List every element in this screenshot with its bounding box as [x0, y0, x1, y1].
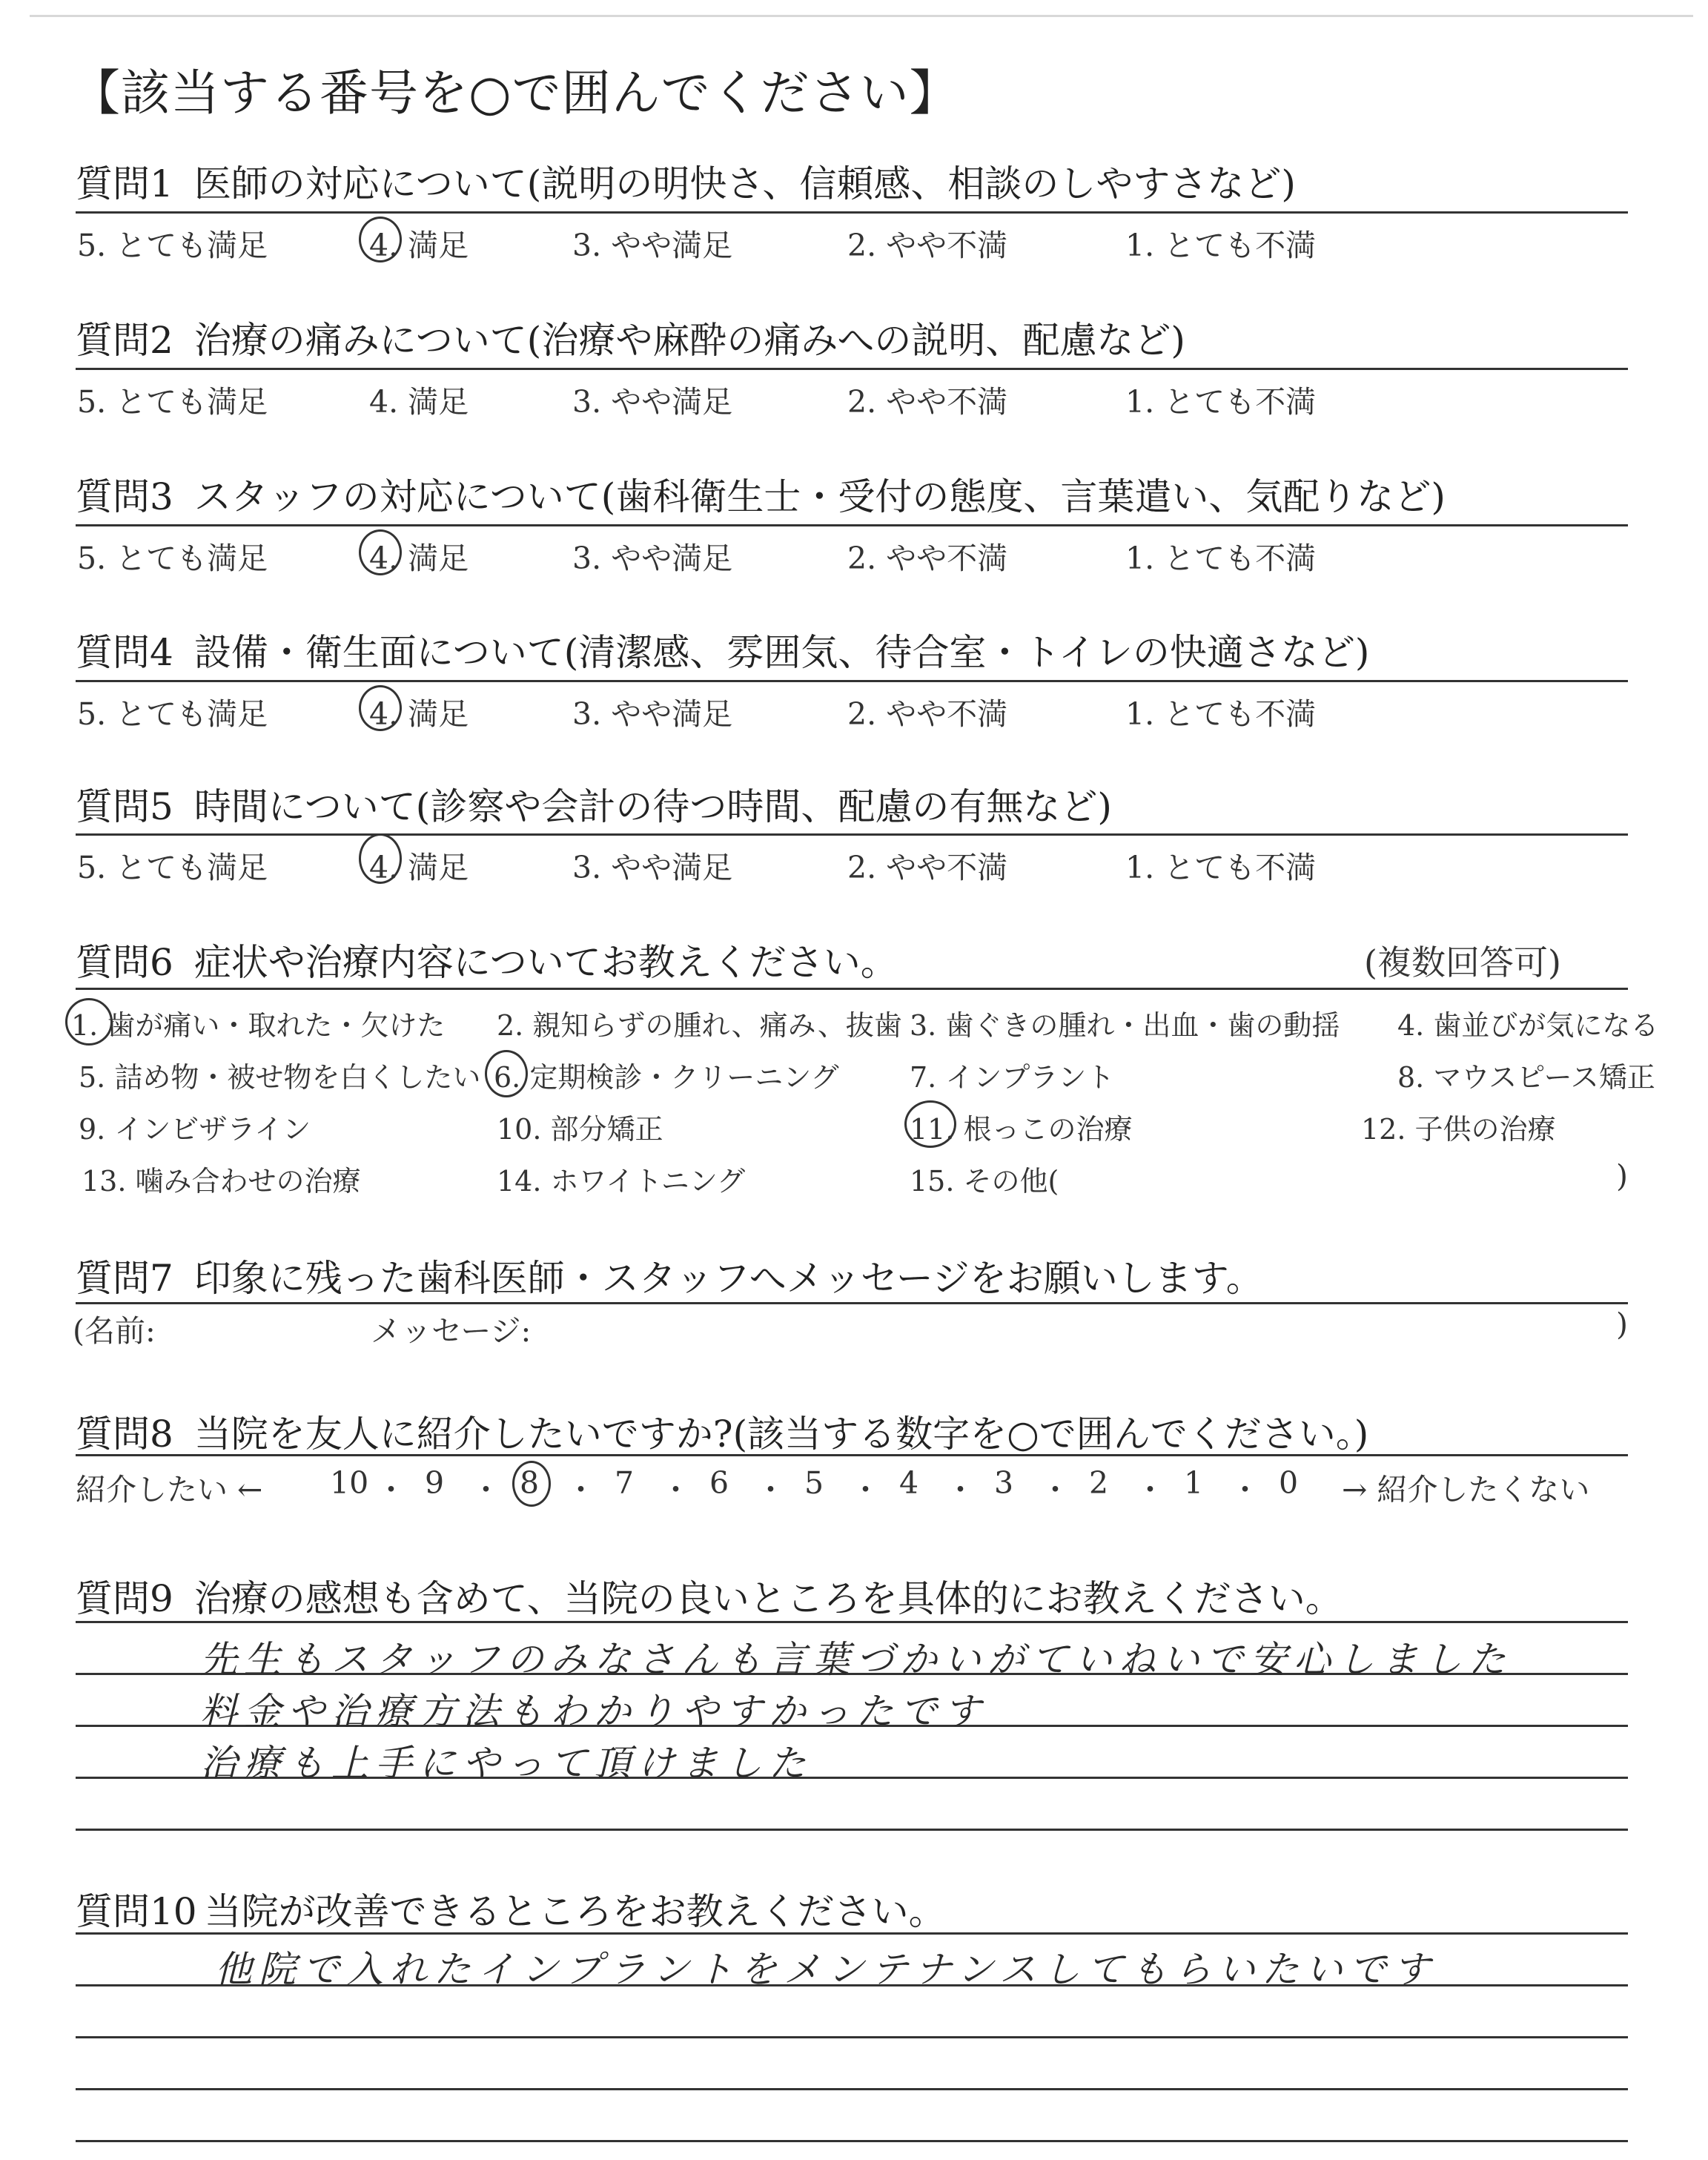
q7-message-label: メッセージ: — [371, 1313, 532, 1349]
q3-option-4[interactable]: 4. 満足 — [369, 541, 469, 576]
q3-option-2[interactable]: 2. やや不満 — [847, 541, 1008, 576]
q9-line-1 — [76, 1621, 1628, 1623]
question-2-text: 治療の痛みについて(治療や麻酔の痛みへの説明、配慮など) — [193, 319, 1185, 362]
q8-separator: ・ — [376, 1472, 406, 1507]
q8-scale-value-8[interactable]: 8 — [520, 1465, 540, 1501]
question-4-text: 設備・衛生面について(清潔感、雰囲気、待合室・トイレの快適さなど) — [193, 631, 1370, 674]
question-4-rule — [76, 680, 1628, 682]
question-6-label: 質問6 — [76, 941, 173, 984]
q10-answer-line-1: 他院で入れたインプラントをメンテナンスしてもらいたいです — [215, 1948, 1437, 1991]
question-3-text: スタッフの対応について(歯科衛生士・受付の態度、言葉遣い、気配りなど) — [193, 475, 1446, 518]
question-6-title — [76, 933, 898, 986]
question-9-label: 質問9 — [76, 1577, 173, 1620]
question-6-note: (複数回答可) — [1364, 942, 1561, 982]
q1-option-1[interactable]: 1. とても不満 — [1125, 228, 1317, 263]
q6-selection-circle-11 — [904, 1100, 956, 1148]
question-1-rule — [76, 211, 1628, 214]
question-8-rule — [76, 1454, 1628, 1456]
q6-option-2[interactable]: 2. 親知らずの腫れ、痛み、抜歯 — [497, 1009, 902, 1042]
q8-scale-value-0[interactable]: 0 — [1279, 1465, 1299, 1501]
q9-answer-line-3: 治療も上手にやって頂けました — [200, 1742, 812, 1785]
question-5-text: 時間について(診察や会計の待つ時間、配慮の有無など) — [193, 785, 1112, 828]
q1-selection-circle — [359, 217, 402, 262]
q8-separator: ・ — [566, 1472, 596, 1507]
question-3-label: 質問3 — [76, 475, 173, 518]
q4-option-4[interactable]: 4. 満足 — [369, 696, 469, 732]
q8-scale-value-1[interactable]: 1 — [1184, 1465, 1204, 1501]
q10-line-3 — [76, 2036, 1628, 2038]
q3-option-1[interactable]: 1. とても不満 — [1125, 541, 1317, 576]
q2-option-3[interactable]: 3. やや満足 — [572, 384, 733, 420]
q10-line-1 — [76, 1932, 1628, 1935]
q6-option-1[interactable]: 1. 歯が痛い・取れた・欠けた — [71, 1009, 446, 1042]
q4-option-2[interactable]: 2. やや不満 — [847, 696, 1008, 732]
question-1-label: 質問1 — [76, 162, 173, 205]
question-1-title — [76, 154, 1296, 208]
q9-line-5 — [76, 1829, 1628, 1831]
q6-option-4[interactable]: 4. 歯並びが気になる — [1397, 1009, 1659, 1042]
q8-scale-value-7[interactable]: 7 — [615, 1465, 635, 1501]
q4-option-1[interactable]: 1. とても不満 — [1125, 696, 1317, 732]
question-6-rule — [76, 988, 1628, 990]
question-10-title — [76, 1882, 946, 1935]
q8-scale-value-3[interactable]: 3 — [994, 1465, 1014, 1501]
q2-option-2[interactable]: 2. やや不満 — [847, 384, 1008, 420]
q9-answer-line-1: 先生もスタッフのみなさんも言葉づかいがていねいで安心しました — [200, 1638, 1512, 1681]
question-7-label: 質問7 — [76, 1257, 173, 1300]
question-5-rule — [76, 833, 1628, 836]
question-8-text: 当院を友人に紹介したいですか?(該当する数字を○で囲んでください。) — [193, 1413, 1369, 1456]
q6-option-9[interactable]: 9. インビザライン — [79, 1113, 311, 1146]
q1-option-4[interactable]: 4. 満足 — [369, 228, 469, 263]
q7-close-paren: ) — [1616, 1307, 1628, 1342]
q1-option-5[interactable]: 5. とても満足 — [77, 228, 268, 263]
q8-separator: ・ — [945, 1472, 976, 1507]
q3-option-5[interactable]: 5. とても満足 — [77, 541, 268, 576]
question-4-label: 質問4 — [76, 631, 173, 674]
q5-option-1[interactable]: 1. とても不満 — [1125, 850, 1317, 885]
q8-scale-value-2[interactable]: 2 — [1089, 1465, 1109, 1501]
q8-scale-value-9[interactable]: 9 — [425, 1465, 445, 1501]
question-10-text: 当院が改善できるところをお教えください。 — [204, 1890, 946, 1933]
q4-option-3[interactable]: 3. やや満足 — [572, 696, 733, 732]
q1-option-2[interactable]: 2. やや不満 — [847, 228, 1008, 263]
q8-separator: ・ — [661, 1472, 691, 1507]
q1-option-3[interactable]: 3. やや満足 — [572, 228, 733, 263]
q8-separator: ・ — [850, 1472, 881, 1507]
question-3-rule — [76, 524, 1628, 526]
q5-option-2[interactable]: 2. やや不満 — [847, 850, 1008, 885]
question-8-label: 質問8 — [76, 1413, 173, 1456]
question-7-text: 印象に残った歯科医師・スタッフへメッセージをお願いします。 — [193, 1257, 1263, 1300]
question-2-rule — [76, 368, 1628, 370]
q8-scale-value-5[interactable]: 5 — [804, 1465, 824, 1501]
q8-separator: ・ — [1040, 1472, 1070, 1507]
question-3-title — [76, 467, 1446, 521]
survey-heading: 【該当する番号を○で囲んでください】 — [71, 65, 959, 122]
q10-line-5 — [76, 2140, 1628, 2142]
question-7-rule — [76, 1302, 1628, 1304]
q3-selection-circle — [359, 529, 402, 575]
q8-separator: ・ — [1135, 1472, 1165, 1507]
question-4-title — [76, 623, 1369, 676]
q10-line-4 — [76, 2088, 1628, 2090]
q6-option-7[interactable]: 7. インプラント — [910, 1061, 1115, 1094]
q6-option-15[interactable]: 15. その他( — [910, 1165, 1059, 1198]
q8-separator: ・ — [471, 1472, 501, 1507]
q8-selection-circle — [512, 1461, 551, 1507]
q7-name-label: (名前: — [73, 1313, 156, 1349]
q6-other-close-paren: ) — [1616, 1158, 1628, 1194]
question-2-label: 質問2 — [76, 319, 173, 362]
q4-option-5[interactable]: 5. とても満足 — [77, 696, 268, 732]
question-5-label: 質問5 — [76, 785, 173, 828]
q8-right-label: → 紹介したくない — [1342, 1472, 1590, 1507]
q5-selection-circle — [359, 833, 402, 884]
q2-option-4[interactable]: 4. 満足 — [369, 384, 469, 420]
q5-option-4[interactable]: 4. 満足 — [369, 850, 469, 885]
question-8-title — [76, 1404, 1368, 1458]
question-7-title — [76, 1249, 1263, 1302]
q4-selection-circle — [359, 685, 402, 731]
q8-separator: ・ — [755, 1472, 786, 1507]
q2-option-1[interactable]: 1. とても不満 — [1125, 384, 1317, 420]
q6-option-14[interactable]: 14. ホワイトニング — [497, 1165, 746, 1198]
q9-answer-line-2: 料金や治療方法もわかりやすかったです — [200, 1690, 987, 1733]
q5-option-5[interactable]: 5. とても満足 — [77, 850, 268, 885]
q8-separator: ・ — [1230, 1472, 1260, 1507]
question-9-text: 治療の感想も含めて、当院の良いところを具体的にお教えください。 — [193, 1577, 1343, 1620]
q6-option-5[interactable]: 5. 詰め物・被せ物を白くしたい — [79, 1061, 481, 1094]
q5-option-3[interactable]: 3. やや満足 — [572, 850, 733, 885]
question-5-title — [76, 777, 1112, 830]
q6-option-8[interactable]: 8. マウスピース矯正 — [1397, 1061, 1655, 1094]
q8-scale-value-10[interactable]: 10 — [330, 1465, 369, 1501]
question-10-label: 質問10 — [76, 1890, 197, 1933]
q6-selection-circle-6 — [485, 1050, 528, 1097]
question-6-text: 症状や治療内容についてお教えください。 — [193, 941, 898, 984]
question-1-text: 医師の対応について(説明の明快さ、信頼感、相談のしやすさなど) — [193, 162, 1296, 205]
q6-option-12[interactable]: 12. 子供の治療 — [1361, 1113, 1556, 1146]
q8-left-label: 紹介したい ← — [76, 1472, 263, 1507]
q6-option-11[interactable]: 11. 根っこの治療 — [910, 1113, 1133, 1146]
question-2-title — [76, 311, 1185, 364]
q6-selection-circle-1 — [65, 998, 113, 1046]
q8-scale-value-6[interactable]: 6 — [709, 1465, 729, 1501]
q2-option-5[interactable]: 5. とても満足 — [77, 384, 268, 420]
q6-option-3[interactable]: 3. 歯ぐきの腫れ・出血・歯の動揺 — [910, 1009, 1340, 1042]
top-border — [30, 15, 1693, 17]
q8-scale-value-4[interactable]: 4 — [899, 1465, 919, 1501]
q6-option-6[interactable]: 6. 定期検診・クリーニング — [494, 1061, 839, 1094]
q3-option-3[interactable]: 3. やや満足 — [572, 541, 733, 576]
q6-option-13[interactable]: 13. 噛み合わせの治療 — [82, 1165, 361, 1198]
q6-option-10[interactable]: 10. 部分矯正 — [497, 1113, 663, 1146]
question-9-title — [76, 1569, 1343, 1622]
